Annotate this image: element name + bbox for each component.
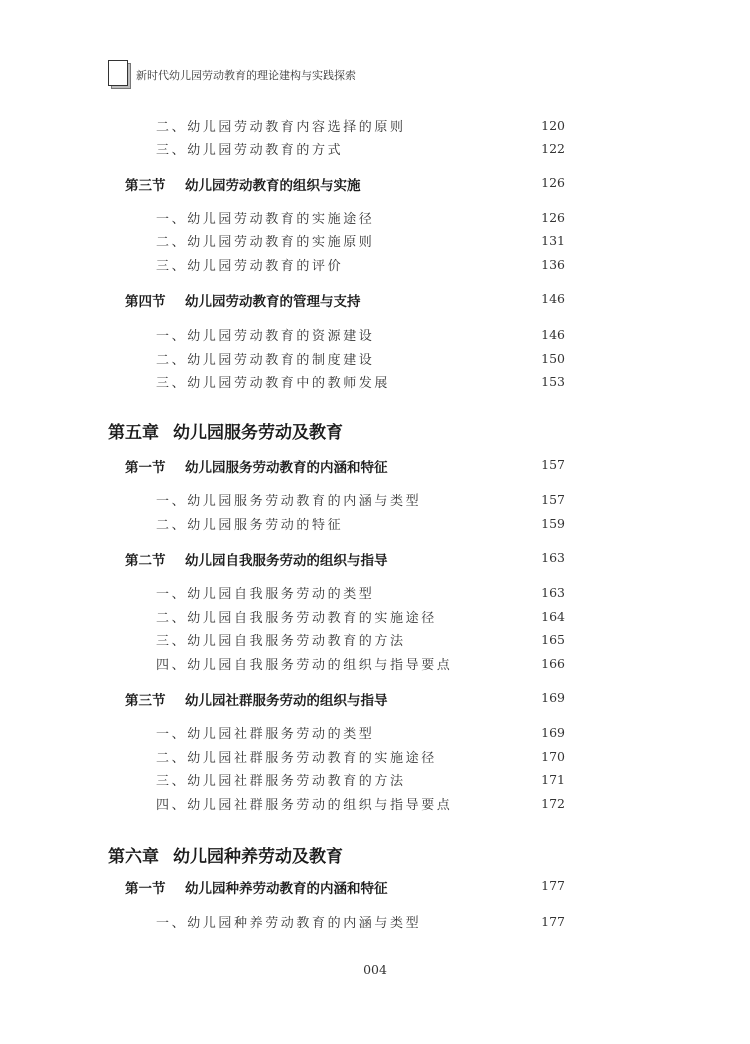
toc-section-label: [125, 877, 388, 897]
toc-page-number: 157: [541, 492, 565, 507]
toc-item: [0, 654, 750, 676]
toc-page-number: 170: [541, 749, 565, 764]
toc-page-number: 131: [541, 233, 565, 248]
toc-page-number: 136: [541, 257, 565, 272]
toc-section-label: [125, 290, 361, 310]
section-title: 幼儿园服务劳动教育的内涵和特征: [185, 460, 388, 476]
toc-page-number: 146: [541, 291, 565, 306]
section-number: 第二节: [125, 553, 166, 569]
toc-page-number: 177: [541, 914, 565, 929]
toc-section: [0, 174, 750, 196]
chapter-title: 幼儿园种养劳动及教育: [173, 847, 343, 867]
toc-page-number: 163: [541, 550, 565, 565]
chapter-number: 第六章: [108, 847, 159, 867]
page-number: 004: [363, 962, 387, 977]
toc-page-number: 126: [541, 175, 565, 190]
toc-page-number: 159: [541, 516, 565, 531]
toc-page-number: 166: [541, 656, 565, 671]
toc-item-label: 二、幼儿园社群服务劳动教育的实施途径: [156, 751, 437, 766]
toc-page-number: 172: [541, 796, 565, 811]
toc-item-label: 四、幼儿园社群服务劳动的组织与指导要点: [156, 798, 453, 813]
toc-section: [0, 877, 750, 899]
toc-section: [0, 290, 750, 312]
section-number: 第一节: [125, 881, 166, 897]
toc-item: [0, 349, 750, 371]
toc-item: [0, 630, 750, 652]
toc-item: [0, 794, 750, 816]
toc-chapter-label: [108, 842, 343, 867]
toc-item: [0, 208, 750, 230]
toc-item-label: 一、幼儿园服务劳动教育的内涵与类型: [156, 494, 422, 509]
toc-page-number: 146: [541, 327, 565, 342]
toc-section-label: [125, 689, 388, 709]
toc-item-label: 三、幼儿园社群服务劳动教育的方法: [156, 774, 406, 789]
toc-page-number: 122: [541, 141, 565, 156]
toc-item: [0, 255, 750, 277]
section-title: 幼儿园劳动教育的组织与实施: [185, 178, 361, 194]
section-number: 第四节: [125, 294, 166, 310]
toc-item-label: 二、幼儿园自我服务劳动教育的实施途径: [156, 611, 437, 626]
toc-item-label: 二、幼儿园服务劳动的特征: [156, 518, 344, 533]
toc-item: [0, 372, 750, 394]
toc-chapter: [0, 418, 750, 446]
section-title: 幼儿园自我服务劳动的组织与指导: [185, 553, 388, 569]
toc-chapter: [0, 842, 750, 870]
toc-item: [0, 747, 750, 769]
toc-page-number: 120: [541, 118, 565, 133]
toc-item: [0, 490, 750, 512]
toc-page-number: 169: [541, 690, 565, 705]
toc-item-label: 二、幼儿园劳动教育的实施原则: [156, 235, 375, 250]
toc-item: [0, 139, 750, 161]
toc-item: [0, 607, 750, 629]
chapter-number: 第五章: [108, 423, 159, 443]
toc-page-number: 169: [541, 725, 565, 740]
toc-item: [0, 770, 750, 792]
toc-chapter-label: [108, 418, 343, 443]
book-title: 新时代幼儿园劳动教育的理论建构与实践探索: [136, 69, 356, 82]
toc-item: [0, 583, 750, 605]
toc-item-label: 一、幼儿园自我服务劳动的类型: [156, 587, 375, 602]
toc-page-number: 165: [541, 632, 565, 647]
toc-page-number: 177: [541, 878, 565, 893]
toc-item-label: 一、幼儿园劳动教育的资源建设: [156, 329, 375, 344]
toc-section: [0, 689, 750, 711]
toc-item-label: 三、幼儿园劳动教育的方式: [156, 143, 344, 158]
toc-page-number: 150: [541, 351, 565, 366]
toc-item-label: 四、幼儿园自我服务劳动的组织与指导要点: [156, 658, 453, 673]
section-number: 第三节: [125, 178, 166, 194]
toc-item: [0, 116, 750, 138]
toc-section-label: [125, 549, 388, 569]
toc-page-number: 171: [541, 772, 565, 787]
section-title: 幼儿园社群服务劳动的组织与指导: [185, 693, 388, 709]
toc-item: [0, 514, 750, 536]
toc-item-label: 一、幼儿园种养劳动教育的内涵与类型: [156, 916, 422, 931]
toc-item-label: 三、幼儿园自我服务劳动教育的方法: [156, 634, 406, 649]
toc-section: [0, 549, 750, 571]
toc-item: [0, 912, 750, 934]
toc-item-label: 三、幼儿园劳动教育中的教师发展: [156, 376, 391, 391]
toc-item: [0, 723, 750, 745]
chapter-title: 幼儿园服务劳动及教育: [173, 423, 343, 443]
toc-page-number: 157: [541, 457, 565, 472]
toc-item-label: 二、幼儿园劳动教育内容选择的原则: [156, 120, 406, 135]
section-title: 幼儿园种养劳动教育的内涵和特征: [185, 881, 388, 897]
toc-page-number: 163: [541, 585, 565, 600]
section-number: 第三节: [125, 693, 166, 709]
toc-page-number: 153: [541, 374, 565, 389]
toc-section: [0, 456, 750, 478]
toc-item-label: 一、幼儿园劳动教育的实施途径: [156, 212, 375, 227]
section-title: 幼儿园劳动教育的管理与支持: [185, 294, 361, 310]
toc-page-number: 126: [541, 210, 565, 225]
toc-section-label: [125, 174, 361, 194]
toc-page-number: 164: [541, 609, 565, 624]
toc-item: [0, 231, 750, 253]
toc-item: [0, 325, 750, 347]
toc-item-label: 二、幼儿园劳动教育的制度建设: [156, 353, 375, 368]
toc-item-label: 一、幼儿园社群服务劳动的类型: [156, 727, 375, 742]
toc-section-label: [125, 456, 388, 476]
section-number: 第一节: [125, 460, 166, 476]
toc-item-label: 三、幼儿园劳动教育的评价: [156, 259, 344, 274]
